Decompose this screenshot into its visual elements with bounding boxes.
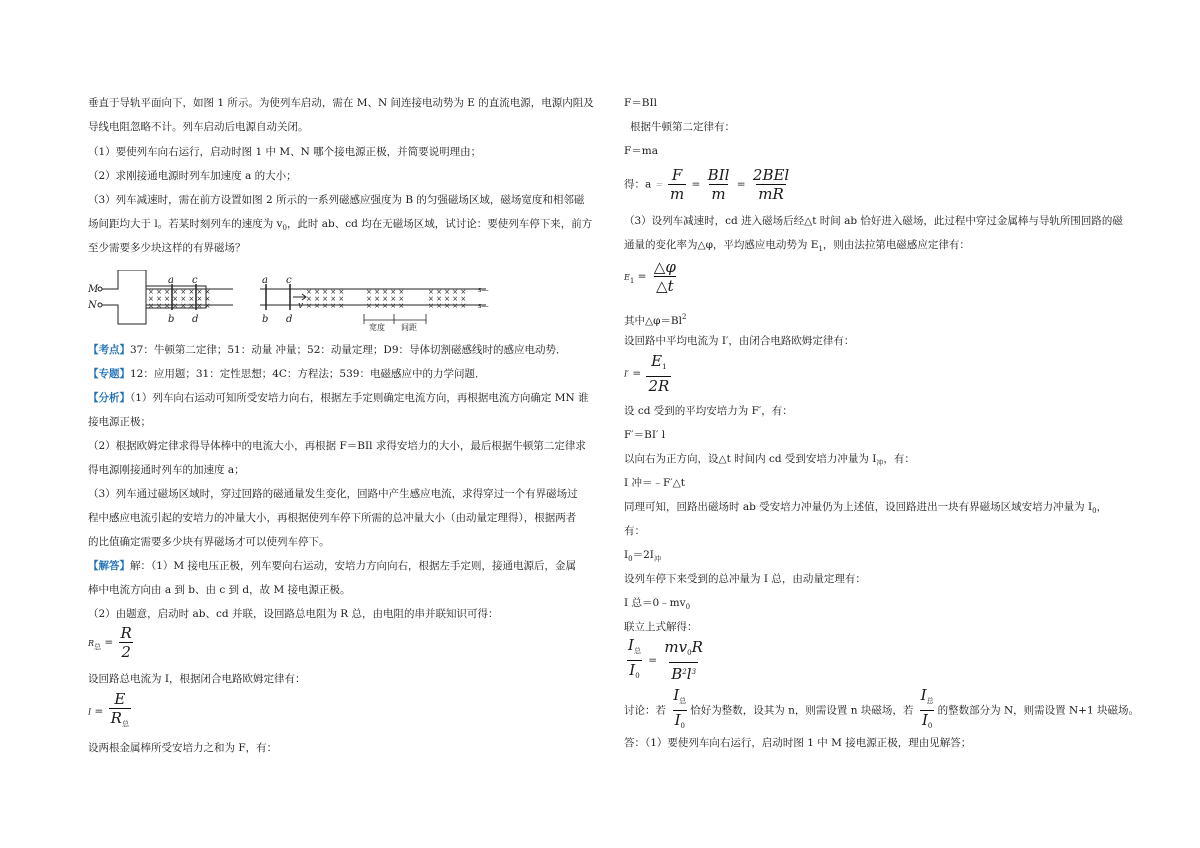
svg-text:× × × × × × × ×: × × × × × × × × (148, 302, 211, 310)
text-line: 棒中电流方向由 a 到 b、由 c 到 d，故 M 接电源正极。 (88, 584, 351, 596)
formula-acceleration: 得：a ＝ $\frac{F}{m}$ = $\frac{\text{BIl}}{m}$ = $\frac{\text{2BEl}}{mR}$ (624, 166, 790, 203)
fenxi-line (88, 391, 589, 405)
question-3-cont: 场间距均大于 l。若某时刻列车的速度为 $v_0$，此时 ab、cd 均在无磁场区域，试讨论：要使列车停下来，前方 (88, 218, 593, 232)
text-seg: 的整数部分为 N，则需设置 N+1 块磁场。 (937, 704, 1139, 717)
svg-text:s—: s— (478, 302, 489, 310)
jieda-line (88, 559, 576, 573)
zhuanti-line (88, 367, 485, 381)
text-line: 设回路中平均电流为 I′，由闭合电路欧姆定律有： (624, 335, 855, 347)
svg-text:× × × × ×: × × × × × (306, 295, 345, 303)
text-line: 设回路总电流为 I，根据闭合电路欧姆定律有： (88, 673, 306, 685)
text-line: 的比值确定需要多少块有界磁场才可以使列车停下。 (88, 536, 330, 548)
text-line: 接电源正极； (88, 416, 151, 428)
rail-figure (88, 270, 508, 332)
fig2-label-v: v (298, 301, 304, 311)
text-seg: ，此时 ab、cd 均在无磁场区域，试讨论：要使列车停下来，前方 (286, 218, 593, 230)
question-3: （3）列车减速时，需在前方设置如图 2 所示的一系列磁感应强度为 B 的匀强磁场区域，磁场宽度和相邻磁 (88, 194, 585, 206)
terminal-N (98, 303, 102, 307)
discussion-line: 讨论：若 $\frac{I_总}{I_0}$ 恰好为整数，设其为 n，则需设置 n 块磁场，若 $\frac{I_总}{I_0}$ 的整数部分为 N，则需设置 N+1 块磁场。 (624, 686, 1139, 735)
fig2-label-b: b (262, 314, 269, 325)
text-seg: 场间距均大于 l。若某时刻列车的速度为 v (88, 218, 283, 230)
text-line: 根据牛顿第二定律有： (630, 121, 735, 133)
text-line: 以向右为正方向，设△t 时间内 cd 受到安培力冲量为 $I_冲$，有： (624, 453, 915, 467)
text-seg: ，有： (883, 453, 915, 465)
zhuanti-text: 12：应用题；31：定性思想；4C：方程法；539：电磁感应中的力学问题． (130, 368, 486, 380)
text-seg: ，则由法拉第电磁感应定律有： (822, 239, 970, 251)
formula-line: F＝BIl (624, 97, 658, 109)
svg-text:× × × × ×: × × × × × (428, 295, 467, 303)
text-seg: 得：a (624, 178, 652, 191)
answer-line: 答：（1）要使列车向右运行，启动时图 1 中 M 接电源正极，理由见解答； (624, 737, 972, 749)
formula-emf: E1 = $\frac{\triangle\varphi}{\triangle t}$ (624, 258, 676, 295)
fig1-field-marks (148, 288, 211, 310)
text-line: （2）根据欧姆定律求得导体棒中的电流大小，再根据 F＝BIl 求得安培力的大小，最后根据牛顿第二定律求 (88, 440, 586, 452)
svg-text:s—: s— (478, 286, 489, 294)
text-line: （3）设列车减速时，cd 进入磁场后经△t 时间 ab 恰好进入磁场，此过程中穿过金属棒与导轨所围回路的磁 (624, 215, 1123, 227)
svg-text:× × × × ×: × × × × × (306, 302, 345, 310)
svg-text:× × × × × × × ×: × × × × × × × × (148, 288, 211, 296)
kaodian-text: 37：牛顿第二定律；51：动量 冲量；52：动量定理；D9：导体切割磁感线时的感应电动势． (130, 344, 567, 356)
text-seg: I 总＝0﹣mv (624, 597, 686, 609)
terminal-M (98, 287, 102, 291)
fenxi-text: （1）列车向右运动可知所受安培力向右，根据左手定则确定电流方向，再根据电流方向确定 MN 谁 (130, 392, 589, 404)
text-seg: 同理可知，回路出磁场时 ab 受安培力冲量仍为上述值，设回路进出一块有界磁场区域安培力冲量为 I (624, 501, 1093, 513)
text-line: （3）列车通过磁场区域时，穿过回路的磁通量发生变化，回路中产生感应电流，求得穿过一个有界磁场过 (88, 488, 578, 500)
text-line: 有： (624, 525, 645, 537)
text-line: 导线电阻忽略不计。列车启动后电源自动关闭。 (88, 121, 309, 133)
formula-r-total: R总 = $\frac{R}{2}$ (88, 624, 132, 661)
fig1-label-b: b (168, 314, 175, 325)
formula-line: F′＝BI′ l (624, 429, 666, 441)
formula-current: I = $\frac{E}{R_总}$ (88, 690, 133, 733)
svg-text:× × × × ×: × × × × × (366, 295, 405, 303)
text-line: 程中感应电流引起的安培力的冲量大小，再根据使列车停下所需的总冲量大小（由动量定理得），根据两者 (88, 512, 577, 524)
formula-line: $I_0=2I_冲$ (624, 549, 661, 563)
fig2-width-label: 宽度 (369, 323, 385, 332)
text-line: （2）由题意，启动时 ab、cd 并联，设回路总电阻为 R 总，由电阻的串并联知识可得： (88, 608, 499, 620)
svg-text:× × × × × × × ×: × × × × × × × × (148, 295, 211, 303)
fig2-label-a: a (262, 275, 268, 286)
text-line: 垂直于导轨平面向下，如图 1 所示。为使列车启动，需在 M、N 间连接电动势为 E 的直流电源，电源内阻及 (88, 97, 594, 109)
question-2: （2）求刚接通电源时列车加速度 a 的大小； (88, 170, 297, 182)
fig1-label-d: d (192, 314, 199, 325)
svg-text:× × × × ×: × × × × × (306, 288, 345, 296)
formula-avg-current: I′ = $\frac{E_1}{2R}$ (624, 352, 670, 395)
text-seg: ＝2I (632, 549, 654, 561)
text-line: 通量的变化率为△φ，平均感应电动势为 $E_1$，则由法拉第电磁感应定律有： (624, 239, 970, 253)
formula-result: $\frac{I_总}{I_0}$ = $\frac{mv_0R}{B^2l^3}$ (628, 636, 703, 683)
text-line: 得电源刚接通时列车的加速度 a； (88, 464, 245, 476)
svg-text:× × × × ×: × × × × × (366, 302, 405, 310)
fig1-label-a: a (168, 275, 174, 286)
svg-text:× × × × ×: × × × × × (366, 288, 405, 296)
text-line: 设两根金属棒所受安培力之和为 F，有： (88, 742, 278, 754)
text-line: 设列车停下来受到的总冲量为 I 总，由动量定理有： (624, 573, 866, 585)
fig2-field-marks (306, 288, 466, 310)
kaodian-tag: 【考点】 (88, 344, 130, 356)
text-seg: 恰好为整数，设其为 n，则需设置 n 块磁场，若 (690, 704, 914, 717)
fig2-label-c: c (286, 275, 292, 286)
fig2-gap-label: 间距 (401, 323, 417, 332)
fig1-label-M: M (88, 284, 99, 295)
fenxi-tag: 【分析】 (88, 392, 130, 404)
fig1-label-c: c (192, 275, 198, 286)
text-seg: 以向右为正方向，设△t 时间内 cd 受到安培力冲量为 I (624, 453, 877, 465)
text-line: 同理可知，回路出磁场时 ab 受安培力冲量仍为上述值，设回路进出一块有界磁场区域安培力冲量为 $I_0$， (624, 501, 1108, 515)
question-1: （1）要使列车向右运行，启动时图 1 中 M、N 哪个接电源正极，并简要说明理由； (88, 146, 482, 158)
jieda-tag: 【解答】 (88, 560, 130, 572)
svg-text:× × × × ×: × × × × × (428, 288, 467, 296)
text-seg: I (624, 549, 629, 561)
jieda-text: 解：（1）M 接电压正极，列车要向右运动，安培力方向向右，根据左手定则，接通电源后，金属 (130, 560, 577, 572)
text-seg: 通量的变化率为△φ，平均感应电动势为 E (624, 239, 819, 251)
kaodian-line (88, 343, 567, 357)
text-line: 其中$\triangle\varphi=Bl^2$ (624, 313, 687, 327)
zhuanti-tag: 【专题】 (88, 368, 130, 380)
fig1-label-N: N (88, 300, 97, 311)
formula-line: I 总$=0﹣mv_0$ (624, 597, 691, 611)
text-line: 联立上式解得： (624, 621, 698, 633)
text-seg: 其中△φ＝Bl (624, 315, 683, 327)
question-3-end: 至少需要多少块这样的有界磁场？ (88, 242, 246, 254)
formula-line: I 冲＝﹣F′△t (624, 477, 685, 489)
formula-line: F＝ma (624, 145, 659, 157)
svg-text:× × × × ×: × × × × × (428, 302, 467, 310)
text-seg: 讨论：若 (624, 704, 666, 717)
fig2-label-d: d (286, 314, 293, 325)
text-seg: ， (1096, 501, 1108, 513)
text-line: 设 cd 受到的平均安培力为 F′，有： (624, 405, 793, 417)
